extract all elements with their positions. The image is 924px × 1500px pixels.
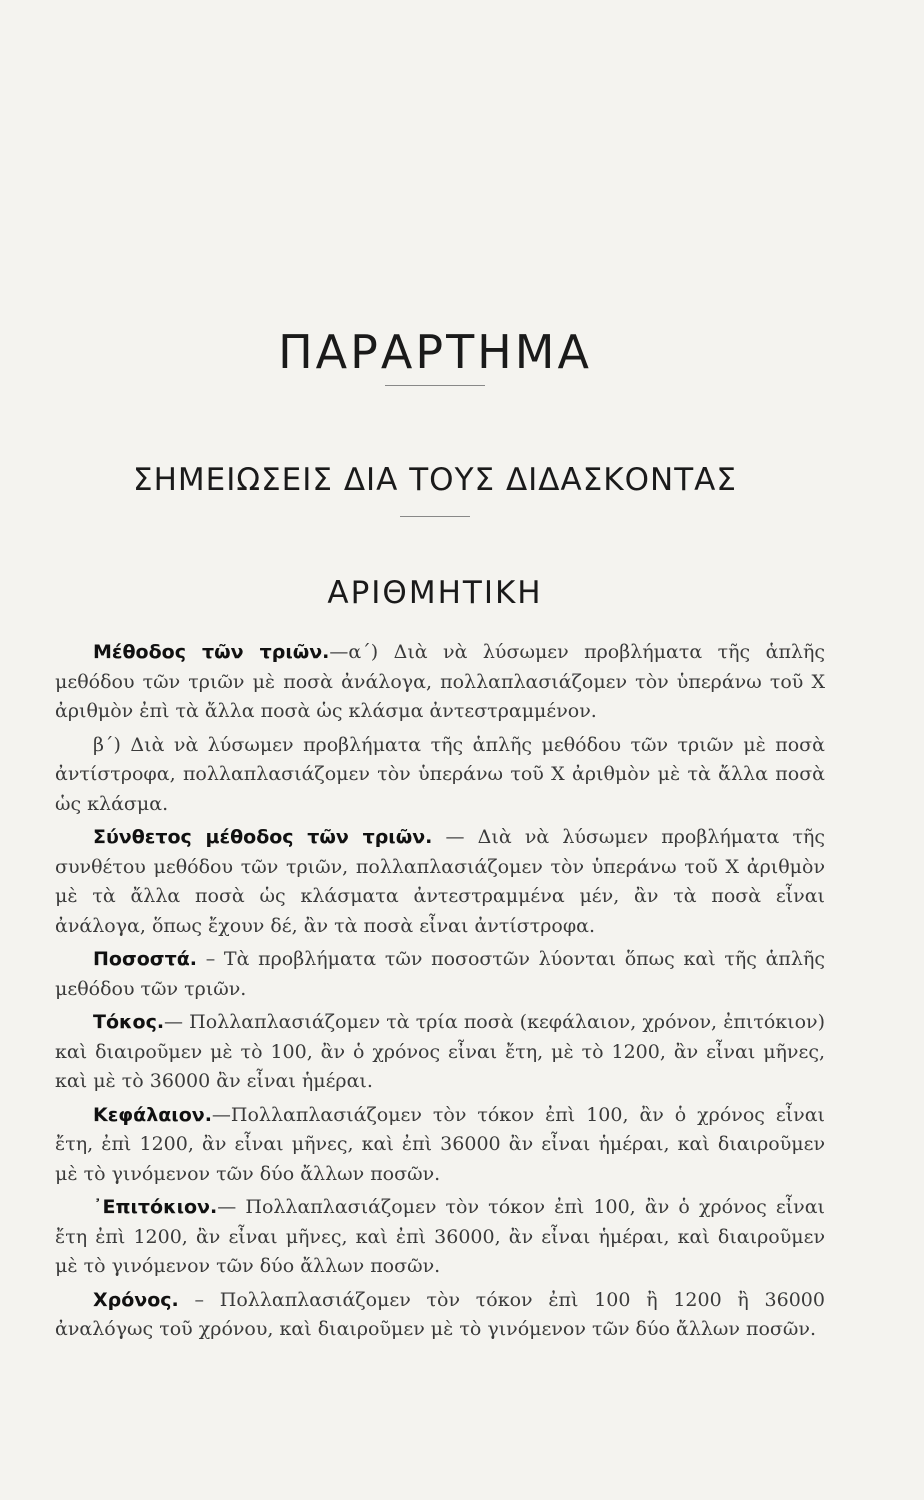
- paragraph-text: Πολλαπλασιάζομεν τὸν τόκον ἐπὶ 100, ἂν ὁ χρόνος εἶναι ἔτη ἐπὶ 1200, ἂν εἶναι μῆνες, καὶ ἐπὶ 36000, ἂν εἶναι ἡμέραι, καὶ διαιροῦμεν μὲ τὸ γινόμενον τῶν δύο ἄλλων ποσῶν.: [55, 1196, 825, 1277]
- separator: —: [211, 1103, 231, 1126]
- separator: –: [178, 1288, 220, 1311]
- paragraph-heading: Χρόνος.: [93, 1288, 179, 1311]
- subtitle: ΣΗΜΕΙΩΣΕΙΣ ΔΙΑ ΤΟΥΣ ΔΙΔΑΣΚΟΝΤΑΣ: [133, 462, 737, 498]
- paragraph-text: Πολλαπλασιάζομεν τὰ τρία ποσὰ (κεφάλαιον, χρόνον, ἐπιτόκιον) καὶ διαιροῦμεν μὲ τὸ 100, ἂν ὁ χρόνος εἶναι ἔτη, μὲ τὸ 1200, ἂν εἶναι μῆνες, καὶ μὲ τὸ 36000 ἂν εἶναι ἡμέραι.: [55, 1011, 826, 1092]
- paragraph: [55, 945, 825, 1004]
- paragraph-text: Διὰ νὰ λύσωμεν προβλήματα τῆς συνθέτου μεθόδου τῶν τριῶν, πολλαπλασιάζομεν τὸν ὑπεράνω τοῦ Χ ἀριθμὸν μὲ τὰ ἄλλα ποσὰ ὡς κλάσματα ἀντεστραμμένα μέν, ἂν τὰ ποσὰ εἶναι ἀνάλογα, ὅπως ἔχουν δέ, ἂν τὰ ποσὰ εἶναι ἀντίστροφα.: [55, 826, 825, 937]
- section-heading: ΑΡΙΘΜΗΤΙΚΗ: [327, 575, 543, 611]
- paragraph-text: β΄) Διὰ νὰ λύσωμεν προβλήματα τῆς ἁπλῆς μεθόδου τῶν τριῶν μὲ ποσὰ ἀντίστροφα, πολλαπλασιάζομεν τὸν ὑπεράνω τοῦ Χ ἀριθμὸν μὲ τὰ ἄλλα ποσὰ ὡς κλάσμα.: [55, 733, 825, 815]
- paragraph: [55, 1101, 825, 1190]
- separator: —: [329, 641, 349, 663]
- paragraph: [55, 1286, 825, 1345]
- separator: —: [164, 1011, 190, 1033]
- paragraph-heading: Τόκος.: [93, 1011, 165, 1033]
- separator: –: [197, 948, 224, 970]
- paragraph-text: Πολλαπλασιάζομεν τὸν τόκον ἐπὶ 100 ἢ 1200 ἢ 36000 ἀναλόγως τοῦ χρόνου, καὶ διαιροῦμεν μὲ τὸ γινόμενον τῶν δύο ἄλλων ποσῶν.: [55, 1288, 825, 1340]
- paragraph: [55, 823, 825, 941]
- paragraph-heading: Κεφάλαιον.: [93, 1103, 212, 1126]
- paragraph-heading: Σύνθετος μέθοδος τῶν τριῶν.: [93, 826, 433, 848]
- paragraph: [55, 1008, 825, 1097]
- divider: [400, 516, 470, 517]
- paragraph-heading: Ποσοστά.: [93, 948, 197, 970]
- paragraph-text: Τὰ προβλήματα τῶν ποσοστῶν λύονται ὅπως καὶ τῆς ἁπλῆς μεθόδου τῶν τριῶν.: [55, 948, 825, 1000]
- paragraph-heading: Μέθοδος τῶν τριῶν.: [93, 641, 330, 663]
- paragraph-heading: ᾿Επιτόκιον.: [93, 1196, 218, 1218]
- paragraph: [55, 731, 825, 820]
- paragraph-text: Πολλαπλασιάζομεν τὸν τόκον ἐπὶ 100, ἂν ὁ χρόνος εἶναι ἔτη, ἐπὶ 1200, ἂν εἶναι μῆνες, καὶ ἐπὶ 36000 ἂν εἶναι ἡμέραι, καὶ διαιροῦμεν μὲ τὸ γινόμενον τῶν δύο ἄλλων ποσῶν.: [55, 1103, 825, 1185]
- page-title: ΠΑΡΑΡΤΗΜΑ: [278, 325, 592, 379]
- separator: —: [432, 826, 478, 848]
- paragraph: [55, 1193, 825, 1282]
- paragraph-text: α΄) Διὰ νὰ λύσωμεν προβλήματα τῆς ἁπλῆς μεθόδου τῶν τριῶν μὲ ποσὰ ἀνάλογα, πολλαπλασιάζομεν τὸν ὑπεράνω τοῦ Χ ἀριθμὸν ἐπὶ τὰ ἄλλα ποσὰ ὡς κλάσμα ἀντεστραμμένον.: [55, 641, 825, 722]
- body-text: [55, 638, 825, 1349]
- paragraph: [55, 638, 825, 727]
- separator: —: [217, 1196, 246, 1218]
- divider: [385, 385, 485, 386]
